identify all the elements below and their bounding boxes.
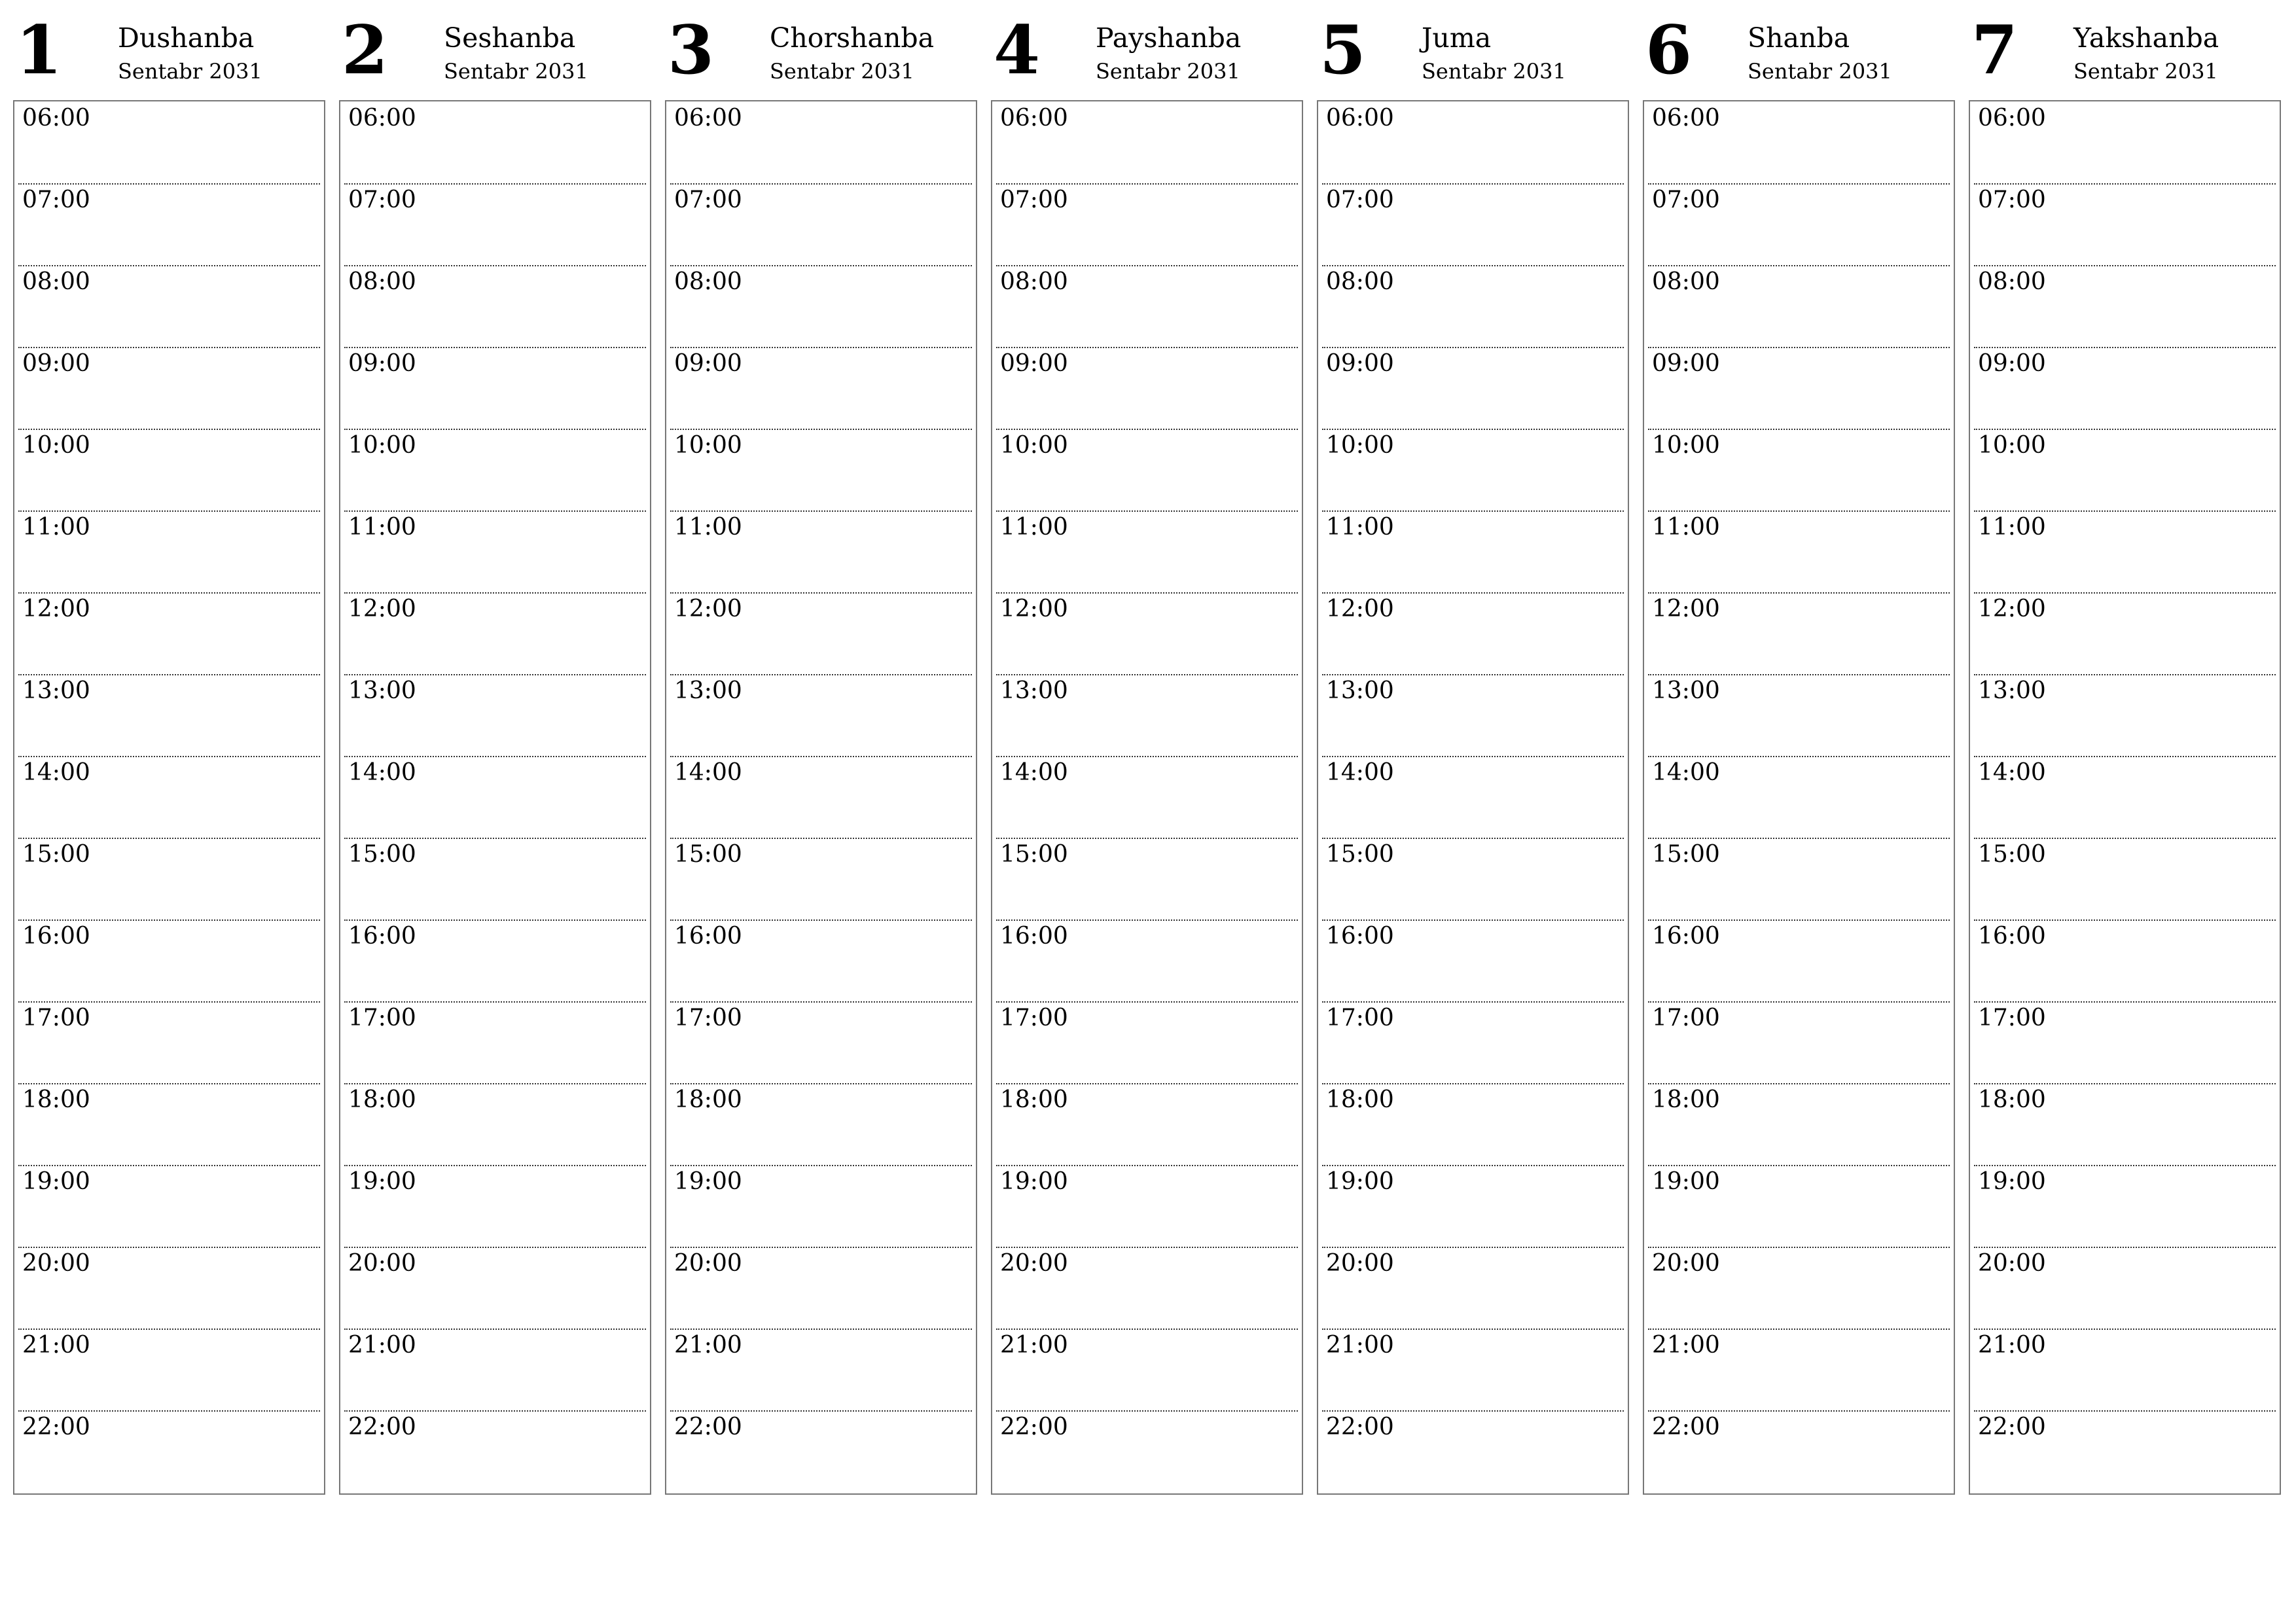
time-label: 17:00 <box>1652 1005 1720 1031</box>
time-label: 08:00 <box>22 268 90 295</box>
day-schedule-box <box>13 100 325 1495</box>
time-label: 22:00 <box>1326 1414 1394 1440</box>
time-label: 08:00 <box>1326 268 1394 295</box>
time-slot[interactable] <box>670 430 972 512</box>
time-slot[interactable] <box>996 266 1298 348</box>
time-slot[interactable] <box>1322 839 1624 921</box>
day-month-year: Sentabr 2031 <box>1748 59 1892 84</box>
time-slot[interactable] <box>344 1412 646 1493</box>
time-slot[interactable] <box>996 1248 1298 1330</box>
time-label: 10:00 <box>1326 432 1394 459</box>
day-number: 1 <box>16 11 62 90</box>
time-slot[interactable] <box>344 921 646 1003</box>
time-label: 10:00 <box>1000 432 1068 459</box>
time-slot[interactable] <box>344 594 646 675</box>
time-slot[interactable] <box>18 512 320 594</box>
time-slot[interactable] <box>670 839 972 921</box>
time-slot[interactable] <box>18 921 320 1003</box>
time-label: 08:00 <box>1000 268 1068 295</box>
time-label: 18:00 <box>22 1086 90 1113</box>
time-slot[interactable] <box>996 1166 1298 1248</box>
time-label: 12:00 <box>1326 596 1394 622</box>
time-label: 15:00 <box>348 841 416 868</box>
time-slot[interactable] <box>996 185 1298 266</box>
day-name: Seshanba <box>444 22 576 54</box>
day-header <box>13 13 325 100</box>
day-header <box>1643 13 1955 100</box>
time-label: 12:00 <box>1000 596 1068 622</box>
day-column <box>1317 11 1629 1440</box>
time-slot[interactable] <box>670 1003 972 1084</box>
time-slot[interactable] <box>344 348 646 430</box>
day-month-year: Sentabr 2031 <box>1096 59 1240 84</box>
time-slot[interactable] <box>1974 430 2276 512</box>
time-slot[interactable] <box>344 1248 646 1330</box>
time-slot[interactable] <box>1974 348 2276 430</box>
day-name: Dushanba <box>118 22 255 54</box>
time-slot[interactable] <box>1648 430 1950 512</box>
time-slot[interactable] <box>1974 1003 2276 1084</box>
time-slot[interactable] <box>344 757 646 839</box>
time-label: 18:00 <box>1000 1086 1068 1113</box>
time-label: 13:00 <box>22 677 90 704</box>
day-month-year: Sentabr 2031 <box>118 59 262 84</box>
time-label: 21:00 <box>674 1332 742 1359</box>
time-slot[interactable] <box>18 348 320 430</box>
time-label: 10:00 <box>674 432 742 459</box>
time-slot[interactable] <box>1322 594 1624 675</box>
time-slot[interactable] <box>344 839 646 921</box>
time-slot[interactable] <box>1974 1084 2276 1166</box>
time-slot[interactable] <box>1974 757 2276 839</box>
day-header <box>339 13 651 100</box>
time-slot[interactable] <box>18 1166 320 1248</box>
time-label: 21:00 <box>348 1332 416 1359</box>
time-label: 12:00 <box>348 596 416 622</box>
time-slot[interactable] <box>1648 594 1950 675</box>
time-label: 06:00 <box>1000 105 1068 132</box>
time-label: 06:00 <box>674 105 742 132</box>
time-label: 13:00 <box>1326 677 1394 704</box>
day-column <box>665 11 977 1440</box>
time-label: 07:00 <box>1326 187 1394 213</box>
time-slot[interactable] <box>1648 512 1950 594</box>
time-label: 16:00 <box>1978 923 2046 950</box>
time-slot[interactable] <box>1322 675 1624 757</box>
time-slot[interactable] <box>1974 512 2276 594</box>
time-slot[interactable] <box>1974 1412 2276 1493</box>
time-label: 14:00 <box>348 759 416 786</box>
time-slot[interactable] <box>996 1330 1298 1412</box>
time-label: 13:00 <box>1000 677 1068 704</box>
time-slot[interactable] <box>344 430 646 512</box>
time-slot[interactable] <box>1974 1330 2276 1412</box>
day-column <box>1969 11 2281 1440</box>
day-schedule-box <box>991 100 1303 1495</box>
time-label: 13:00 <box>348 677 416 704</box>
time-label: 22:00 <box>674 1414 742 1440</box>
day-column <box>13 11 325 1440</box>
time-label: 12:00 <box>674 596 742 622</box>
time-label: 15:00 <box>22 841 90 868</box>
time-slot[interactable] <box>1974 594 2276 675</box>
time-slot[interactable] <box>670 348 972 430</box>
time-label: 20:00 <box>1652 1250 1720 1277</box>
time-slot[interactable] <box>996 839 1298 921</box>
time-label: 12:00 <box>22 596 90 622</box>
time-label: 06:00 <box>1652 105 1720 132</box>
time-slot[interactable] <box>1648 185 1950 266</box>
time-label: 17:00 <box>1326 1005 1394 1031</box>
time-slot[interactable] <box>18 1248 320 1330</box>
time-slot[interactable] <box>996 757 1298 839</box>
time-label: 11:00 <box>1000 514 1068 541</box>
time-slot[interactable] <box>1322 1412 1624 1493</box>
time-slot[interactable] <box>1974 921 2276 1003</box>
time-slot[interactable] <box>18 594 320 675</box>
time-slot[interactable] <box>670 921 972 1003</box>
time-label: 17:00 <box>1000 1005 1068 1031</box>
time-label: 13:00 <box>1978 677 2046 704</box>
time-slot[interactable] <box>996 103 1298 185</box>
time-slot[interactable] <box>1974 103 2276 185</box>
time-slot[interactable] <box>1974 266 2276 348</box>
time-label: 20:00 <box>1978 1250 2046 1277</box>
time-label: 20:00 <box>674 1250 742 1277</box>
time-label: 11:00 <box>1978 514 2046 541</box>
time-label: 19:00 <box>348 1168 416 1195</box>
time-slot[interactable] <box>996 1412 1298 1493</box>
day-schedule-box <box>339 100 651 1495</box>
time-slot[interactable] <box>1974 1248 2276 1330</box>
time-slot[interactable] <box>344 675 646 757</box>
time-label: 17:00 <box>22 1005 90 1031</box>
time-label: 17:00 <box>1978 1005 2046 1031</box>
time-slot[interactable] <box>1648 675 1950 757</box>
day-header <box>991 13 1303 100</box>
time-slot[interactable] <box>1648 1412 1950 1493</box>
time-slot[interactable] <box>996 1003 1298 1084</box>
time-label: 10:00 <box>348 432 416 459</box>
time-slot[interactable] <box>18 430 320 512</box>
time-slot[interactable] <box>18 1330 320 1412</box>
time-label: 12:00 <box>1978 596 2046 622</box>
time-label: 11:00 <box>1326 514 1394 541</box>
time-label: 20:00 <box>1000 1250 1068 1277</box>
time-slot[interactable] <box>1322 185 1624 266</box>
time-label: 22:00 <box>22 1414 90 1440</box>
time-label: 19:00 <box>22 1168 90 1195</box>
day-number: 2 <box>342 11 388 90</box>
time-slot[interactable] <box>670 1248 972 1330</box>
day-schedule-box <box>665 100 977 1495</box>
time-label: 14:00 <box>1326 759 1394 786</box>
time-label: 21:00 <box>1652 1332 1720 1359</box>
time-slot[interactable] <box>670 594 972 675</box>
time-label: 09:00 <box>674 350 742 377</box>
time-slot[interactable] <box>344 512 646 594</box>
time-slot[interactable] <box>1648 921 1950 1003</box>
time-slot[interactable] <box>1974 675 2276 757</box>
time-label: 09:00 <box>22 350 90 377</box>
time-label: 19:00 <box>1652 1168 1720 1195</box>
time-label: 08:00 <box>1978 268 2046 295</box>
time-slot[interactable] <box>1648 1330 1950 1412</box>
time-slot[interactable] <box>1322 348 1624 430</box>
day-header <box>1317 13 1629 100</box>
time-label: 11:00 <box>1652 514 1720 541</box>
time-slot[interactable] <box>18 1412 320 1493</box>
time-slot[interactable] <box>670 266 972 348</box>
time-slot[interactable] <box>344 103 646 185</box>
time-slot[interactable] <box>670 103 972 185</box>
day-header <box>665 13 977 100</box>
time-label: 16:00 <box>348 923 416 950</box>
day-name: Shanba <box>1748 22 1850 54</box>
time-label: 16:00 <box>1000 923 1068 950</box>
time-label: 19:00 <box>1978 1168 2046 1195</box>
time-slot[interactable] <box>18 185 320 266</box>
time-label: 14:00 <box>1978 759 2046 786</box>
time-label: 06:00 <box>22 105 90 132</box>
time-label: 16:00 <box>674 923 742 950</box>
time-label: 18:00 <box>1978 1086 2046 1113</box>
day-number: 6 <box>1645 11 1692 90</box>
time-label: 22:00 <box>1652 1414 1720 1440</box>
time-slot[interactable] <box>1648 1166 1950 1248</box>
time-label: 19:00 <box>674 1168 742 1195</box>
day-header <box>1969 13 2281 100</box>
time-label: 21:00 <box>22 1332 90 1359</box>
time-label: 17:00 <box>348 1005 416 1031</box>
time-slot[interactable] <box>18 266 320 348</box>
time-slot[interactable] <box>18 839 320 921</box>
time-slot[interactable] <box>1648 266 1950 348</box>
day-month-year: Sentabr 2031 <box>2073 59 2218 84</box>
time-label: 09:00 <box>1978 350 2046 377</box>
time-slot[interactable] <box>1322 1330 1624 1412</box>
time-slot[interactable] <box>1322 266 1624 348</box>
time-slot[interactable] <box>996 675 1298 757</box>
time-slot[interactable] <box>1322 1248 1624 1330</box>
time-slot[interactable] <box>344 1166 646 1248</box>
day-column <box>991 11 1303 1440</box>
time-slot[interactable] <box>996 512 1298 594</box>
day-column <box>339 11 651 1440</box>
time-label: 20:00 <box>22 1250 90 1277</box>
time-slot[interactable] <box>1648 1003 1950 1084</box>
time-slot[interactable] <box>996 430 1298 512</box>
time-label: 14:00 <box>674 759 742 786</box>
time-label: 07:00 <box>674 187 742 213</box>
time-slot[interactable] <box>344 1084 646 1166</box>
time-label: 07:00 <box>1000 187 1068 213</box>
time-label: 19:00 <box>1326 1168 1394 1195</box>
time-label: 15:00 <box>1978 841 2046 868</box>
time-label: 14:00 <box>22 759 90 786</box>
day-number: 4 <box>994 11 1040 90</box>
day-number: 3 <box>668 11 714 90</box>
time-label: 21:00 <box>1000 1332 1068 1359</box>
time-slot[interactable] <box>18 103 320 185</box>
time-slot[interactable] <box>1322 1084 1624 1166</box>
day-schedule-box <box>1317 100 1629 1495</box>
time-slot[interactable] <box>1648 348 1950 430</box>
time-label: 15:00 <box>674 841 742 868</box>
time-label: 21:00 <box>1326 1332 1394 1359</box>
time-slot[interactable] <box>18 1003 320 1084</box>
time-slot[interactable] <box>670 1166 972 1248</box>
time-label: 20:00 <box>1326 1250 1394 1277</box>
time-label: 06:00 <box>1326 105 1394 132</box>
time-label: 07:00 <box>22 187 90 213</box>
time-slot[interactable] <box>670 1084 972 1166</box>
time-label: 12:00 <box>1652 596 1720 622</box>
time-label: 15:00 <box>1652 841 1720 868</box>
time-label: 14:00 <box>1652 759 1720 786</box>
time-label: 09:00 <box>1652 350 1720 377</box>
time-label: 11:00 <box>674 514 742 541</box>
time-slot[interactable] <box>670 512 972 594</box>
day-column <box>1643 11 1955 1440</box>
time-label: 07:00 <box>1978 187 2046 213</box>
time-label: 13:00 <box>674 677 742 704</box>
time-label: 18:00 <box>674 1086 742 1113</box>
time-slot[interactable] <box>18 757 320 839</box>
time-slot[interactable] <box>1648 103 1950 185</box>
time-label: 22:00 <box>1978 1414 2046 1440</box>
time-label: 17:00 <box>674 1005 742 1031</box>
time-slot[interactable] <box>670 1412 972 1493</box>
time-label: 10:00 <box>1978 432 2046 459</box>
time-label: 18:00 <box>348 1086 416 1113</box>
time-label: 06:00 <box>1978 105 2046 132</box>
day-month-year: Sentabr 2031 <box>770 59 914 84</box>
time-slot[interactable] <box>670 185 972 266</box>
time-slot[interactable] <box>1974 185 2276 266</box>
time-label: 08:00 <box>348 268 416 295</box>
time-slot[interactable] <box>1322 430 1624 512</box>
time-slot[interactable] <box>344 266 646 348</box>
time-label: 14:00 <box>1000 759 1068 786</box>
time-label: 21:00 <box>1978 1332 2046 1359</box>
time-slot[interactable] <box>1648 1084 1950 1166</box>
day-number: 5 <box>1319 11 1366 90</box>
time-label: 20:00 <box>348 1250 416 1277</box>
time-label: 15:00 <box>1326 841 1394 868</box>
time-label: 18:00 <box>1326 1086 1394 1113</box>
time-slot[interactable] <box>1648 757 1950 839</box>
time-slot[interactable] <box>18 1084 320 1166</box>
time-slot[interactable] <box>996 594 1298 675</box>
day-name: Chorshanba <box>770 22 935 54</box>
time-label: 09:00 <box>348 350 416 377</box>
time-slot[interactable] <box>1974 839 2276 921</box>
time-slot[interactable] <box>996 1084 1298 1166</box>
time-slot[interactable] <box>670 675 972 757</box>
time-label: 16:00 <box>22 923 90 950</box>
day-name: Juma <box>1422 22 1492 54</box>
time-label: 07:00 <box>1652 187 1720 213</box>
time-slot[interactable] <box>1648 839 1950 921</box>
time-label: 18:00 <box>1652 1086 1720 1113</box>
time-slot[interactable] <box>670 1330 972 1412</box>
day-schedule-box <box>1969 100 2281 1495</box>
time-slot[interactable] <box>1322 757 1624 839</box>
time-label: 16:00 <box>1652 923 1720 950</box>
time-label: 11:00 <box>348 514 416 541</box>
time-slot[interactable] <box>18 675 320 757</box>
time-slot[interactable] <box>1322 921 1624 1003</box>
day-month-year: Sentabr 2031 <box>1422 59 1566 84</box>
time-label: 11:00 <box>22 514 90 541</box>
time-label: 06:00 <box>348 105 416 132</box>
time-label: 22:00 <box>1000 1414 1068 1440</box>
time-label: 08:00 <box>1652 268 1720 295</box>
time-slot[interactable] <box>1648 1248 1950 1330</box>
time-slot[interactable] <box>996 348 1298 430</box>
day-name: Payshanba <box>1096 22 1242 54</box>
time-label: 10:00 <box>1652 432 1720 459</box>
time-label: 09:00 <box>1000 350 1068 377</box>
day-name: Yakshanba <box>2073 22 2219 54</box>
time-label: 07:00 <box>348 187 416 213</box>
day-schedule-box <box>1643 100 1955 1495</box>
time-slot[interactable] <box>996 921 1298 1003</box>
time-slot[interactable] <box>344 1003 646 1084</box>
time-label: 19:00 <box>1000 1168 1068 1195</box>
time-slot[interactable] <box>1322 1166 1624 1248</box>
time-slot[interactable] <box>1322 103 1624 185</box>
time-slot[interactable] <box>1322 1003 1624 1084</box>
time-label: 22:00 <box>348 1414 416 1440</box>
day-month-year: Sentabr 2031 <box>444 59 588 84</box>
time-label: 15:00 <box>1000 841 1068 868</box>
time-slot[interactable] <box>1322 512 1624 594</box>
time-slot[interactable] <box>670 757 972 839</box>
time-label: 08:00 <box>674 268 742 295</box>
time-slot[interactable] <box>1974 1166 2276 1248</box>
time-label: 10:00 <box>22 432 90 459</box>
time-slot[interactable] <box>344 1330 646 1412</box>
time-label: 09:00 <box>1326 350 1394 377</box>
time-label: 13:00 <box>1652 677 1720 704</box>
time-slot[interactable] <box>344 185 646 266</box>
time-label: 16:00 <box>1326 923 1394 950</box>
day-number: 7 <box>1971 11 2018 90</box>
